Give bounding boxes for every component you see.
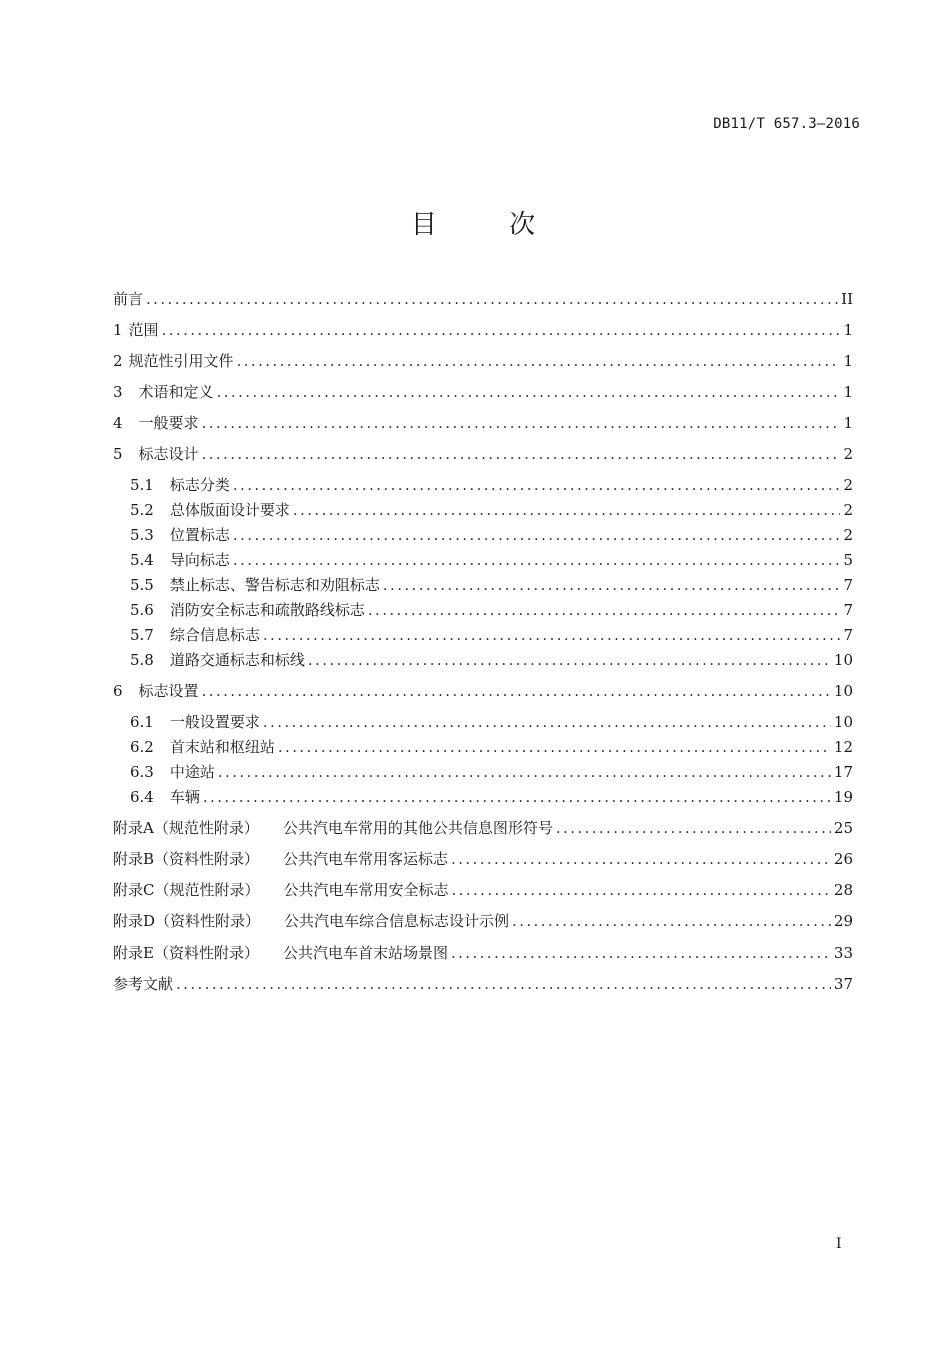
toc-entry-number: 2 xyxy=(113,352,123,370)
toc-entry-label: 一般要求 xyxy=(138,414,199,432)
toc-dot-leader xyxy=(202,414,840,432)
toc-entry-number: 5.7 xyxy=(130,626,154,644)
toc-entry-page: 25 xyxy=(833,819,853,837)
toc-entry-number: 5.4 xyxy=(130,551,154,569)
toc-entry-number: 6.3 xyxy=(130,763,154,781)
toc-entry[interactable] xyxy=(113,499,853,520)
toc-dot-leader xyxy=(451,850,831,868)
toc-entry[interactable] xyxy=(113,879,853,900)
toc-entry[interactable] xyxy=(113,350,853,371)
toc-entry-page: 33 xyxy=(833,944,853,962)
toc-entry-number: 5.6 xyxy=(130,601,154,619)
toc-entry-label: 公共汽电车常用客运标志 xyxy=(283,850,449,868)
toc-entry-page: 37 xyxy=(833,975,853,993)
toc-entry[interactable] xyxy=(113,817,853,838)
document-code: DB11/T 657.3—2016 xyxy=(713,116,860,132)
toc-entry-label: 公共汽电车常用的其他公共信息图形符号 xyxy=(282,819,553,837)
toc-entry-label: 标志设置 xyxy=(138,682,199,700)
toc-dot-leader xyxy=(237,352,840,370)
toc-entry-label: 规范性引用文件 xyxy=(128,352,234,370)
toc-title: 目 次 xyxy=(410,210,568,240)
toc-dot-leader xyxy=(202,682,831,700)
toc-dot-leader xyxy=(203,788,831,806)
toc-entry-label: 位置标志 xyxy=(169,526,230,544)
toc-entry-page: 17 xyxy=(833,763,853,781)
toc-entry[interactable] xyxy=(113,910,853,931)
toc-dot-leader xyxy=(383,576,840,594)
toc-entry-label: 道路交通标志和标线 xyxy=(169,651,305,669)
toc-entry-label: 禁止标志、警告标志和劝阻标志 xyxy=(169,576,380,594)
toc-entry-number: 附录E（资料性附录） xyxy=(113,944,259,962)
toc-entry-page: 1 xyxy=(843,352,853,370)
toc-entry[interactable] xyxy=(113,549,853,570)
toc-entry-number: 5.3 xyxy=(130,526,154,544)
toc-entry-label: 首末站和枢纽站 xyxy=(169,738,275,756)
toc-entry-number: 6.4 xyxy=(130,788,154,806)
toc-entry-number: 5.2 xyxy=(130,501,154,519)
toc-dot-leader xyxy=(512,912,831,930)
toc-entry-label: 公共汽电车综合信息标志设计示例 xyxy=(284,912,510,930)
toc-entry-label: 标志分类 xyxy=(169,476,230,494)
toc-entry[interactable] xyxy=(113,711,853,732)
toc-entry[interactable] xyxy=(113,474,853,495)
toc-dot-leader xyxy=(368,601,840,619)
toc-entry-page: 12 xyxy=(833,738,853,756)
toc-entry-number: 6.1 xyxy=(130,713,154,731)
page-number: I xyxy=(836,1236,842,1252)
toc-entry[interactable] xyxy=(113,973,853,994)
toc-entry-page: 29 xyxy=(833,912,853,930)
toc-entry-number: 6 xyxy=(113,682,123,700)
toc-entry-number: 5 xyxy=(113,445,123,463)
toc-dot-leader xyxy=(263,713,831,731)
toc-dot-leader xyxy=(451,944,831,962)
toc-dot-leader xyxy=(162,321,840,339)
toc-entry-page: 1 xyxy=(843,383,853,401)
toc-dot-leader xyxy=(233,551,840,569)
toc-entry-label: 前言 xyxy=(113,290,144,308)
toc-entry[interactable] xyxy=(113,786,853,807)
toc-entry[interactable] xyxy=(113,524,853,545)
toc-entry-label: 公共汽电车常用安全标志 xyxy=(283,881,449,899)
toc-entry-number: 4 xyxy=(113,414,123,432)
toc-entry-label: 总体版面设计要求 xyxy=(169,501,290,519)
toc-entry-number: 1 xyxy=(113,321,123,339)
toc-entry-page: 2 xyxy=(843,526,853,544)
toc-dot-leader xyxy=(217,383,840,401)
toc-entry-page: 7 xyxy=(843,576,853,594)
toc-dot-leader xyxy=(452,881,831,899)
toc-entry-number: 附录B（资料性附录） xyxy=(113,850,260,868)
toc-entry-page: 1 xyxy=(843,321,853,339)
toc-entry-label: 车辆 xyxy=(169,788,200,806)
toc-entry-number: 5.8 xyxy=(130,651,154,669)
toc-dot-leader xyxy=(233,476,840,494)
toc-entry[interactable] xyxy=(113,761,853,782)
toc-entry-label: 参考文献 xyxy=(113,975,174,993)
toc-entry-number: 附录C（规范性附录） xyxy=(113,881,260,899)
toc-entry-number: 附录A（规范性附录） xyxy=(113,819,259,837)
toc-entry-label: 综合信息标志 xyxy=(169,626,260,644)
toc-entry-page: 2 xyxy=(843,445,853,463)
toc-entry-page: 28 xyxy=(833,881,853,899)
toc-entry-label: 消防安全标志和疏散路线标志 xyxy=(169,601,365,619)
toc-entry-label: 公共汽电车首末站场景图 xyxy=(282,944,448,962)
toc-entry[interactable] xyxy=(113,942,853,963)
toc-entry[interactable] xyxy=(113,848,853,869)
toc-entry-page: 2 xyxy=(843,476,853,494)
toc-entry-page: 10 xyxy=(833,713,853,731)
toc-entry-page: 10 xyxy=(833,651,853,669)
toc-entry[interactable] xyxy=(113,649,853,670)
toc-dot-leader xyxy=(176,975,831,993)
toc-entry-number: 5.5 xyxy=(130,576,154,594)
toc-dot-leader xyxy=(263,626,840,644)
toc-dot-leader xyxy=(308,651,831,669)
toc-entry[interactable] xyxy=(113,412,853,433)
toc-entry[interactable] xyxy=(113,319,853,340)
toc-entry-page: 7 xyxy=(843,626,853,644)
toc-entry[interactable] xyxy=(113,599,853,620)
toc-entry-label: 术语和定义 xyxy=(138,383,214,401)
toc-entry[interactable] xyxy=(113,680,853,701)
toc-entry[interactable] xyxy=(113,288,853,309)
toc-entry-page: II xyxy=(841,290,853,308)
toc-entry-label: 导向标志 xyxy=(169,551,230,569)
toc-entry-page: 7 xyxy=(843,601,853,619)
toc-entry[interactable] xyxy=(113,574,853,595)
toc-entry-number: 5.1 xyxy=(130,476,154,494)
toc-dot-leader xyxy=(146,290,838,308)
toc-entry-page: 10 xyxy=(833,682,853,700)
toc-dot-leader xyxy=(556,819,831,837)
toc-entry-page: 2 xyxy=(843,501,853,519)
toc-entry-label: 标志设计 xyxy=(138,445,199,463)
toc-dot-leader xyxy=(278,738,831,756)
toc-entry[interactable] xyxy=(113,624,853,645)
toc-dot-leader xyxy=(218,763,831,781)
toc-entry-label: 范围 xyxy=(128,321,159,339)
toc-entry-number: 附录D（资料性附录） xyxy=(113,912,261,930)
toc-dot-leader xyxy=(293,501,840,519)
toc-entry[interactable] xyxy=(113,381,853,402)
toc-entry-page: 26 xyxy=(833,850,853,868)
toc-entry-page: 19 xyxy=(833,788,853,806)
toc-dot-leader xyxy=(202,445,840,463)
toc-entry[interactable] xyxy=(113,736,853,757)
toc-entry-page: 5 xyxy=(843,551,853,569)
toc-entry-number: 3 xyxy=(113,383,123,401)
toc-entry-label: 中途站 xyxy=(169,763,215,781)
toc-entry-number: 6.2 xyxy=(130,738,154,756)
toc-dot-leader xyxy=(233,526,840,544)
toc-entry-label: 一般设置要求 xyxy=(169,713,260,731)
toc-entry[interactable] xyxy=(113,443,853,464)
toc-entry-page: 1 xyxy=(843,414,853,432)
